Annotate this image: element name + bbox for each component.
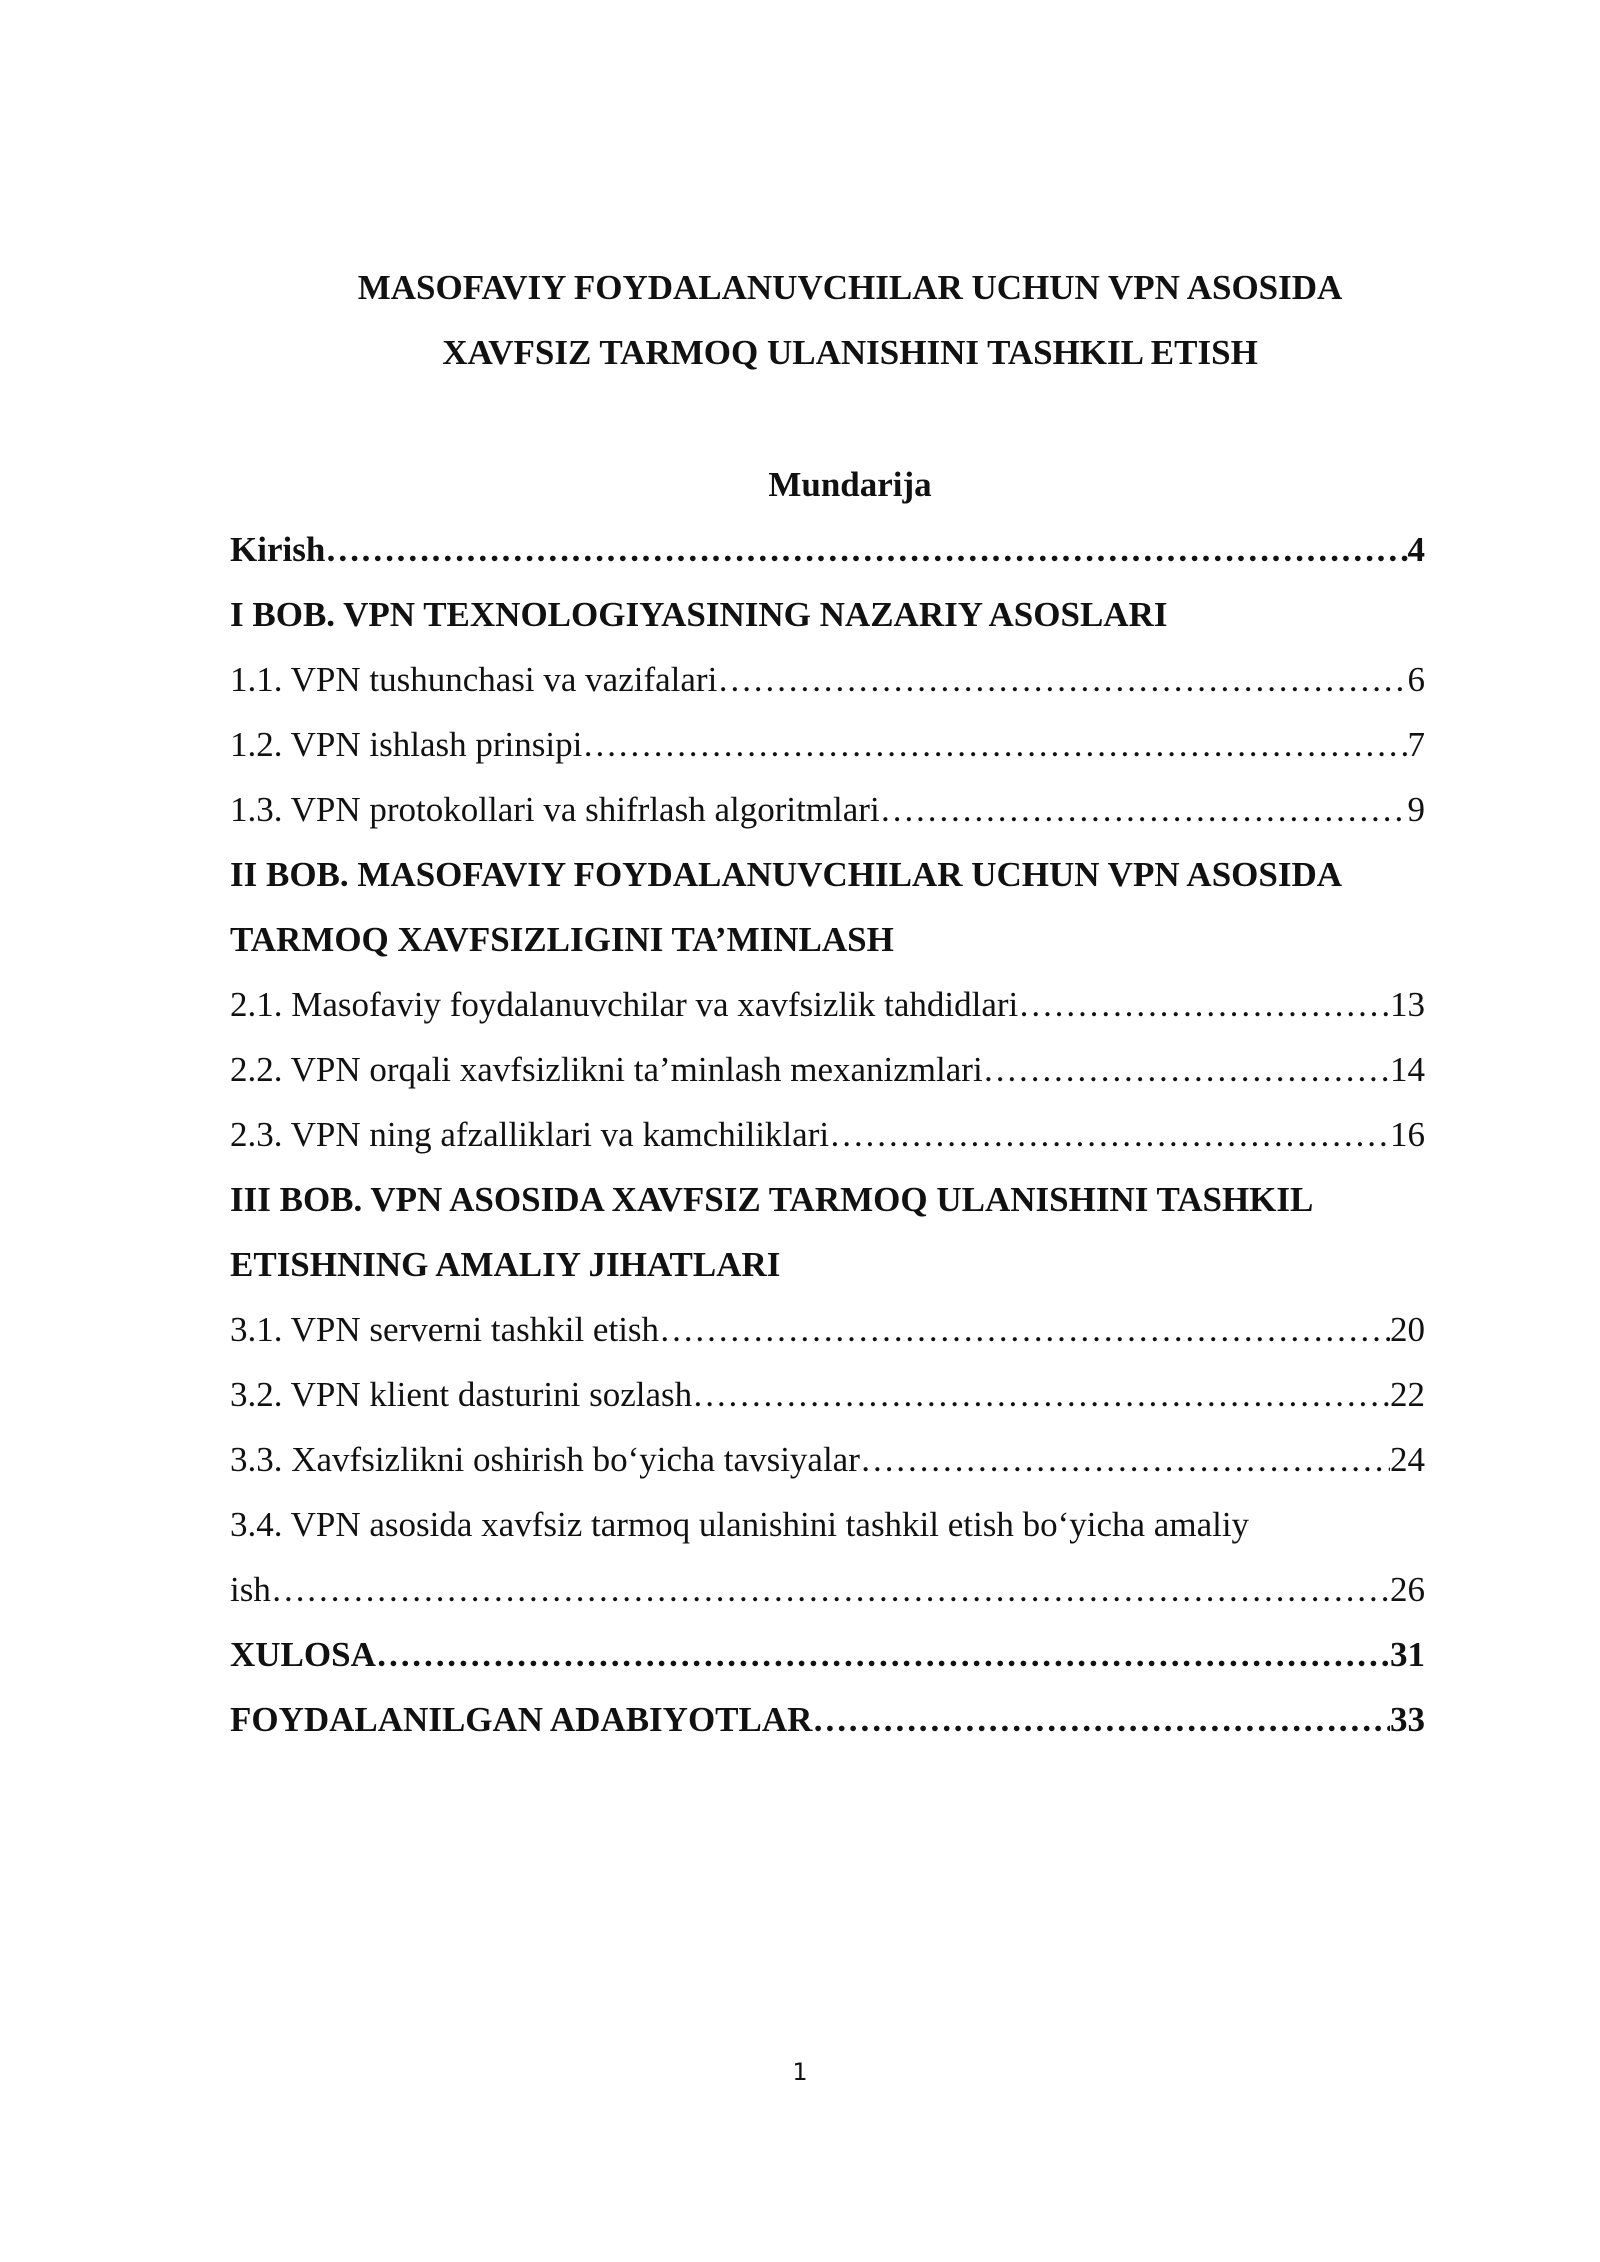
toc-chapter-2-line-2	[230, 907, 1425, 972]
toc-heading: Mundarija	[768, 465, 932, 504]
toc-entry-page: 14	[1390, 1050, 1425, 1089]
toc-entry-label: 3.2. VPN klient dasturini sozlash	[230, 1375, 693, 1414]
toc-entry-1-2	[230, 712, 1425, 777]
toc-leader	[829, 1102, 1390, 1167]
toc-entry-page: 7	[1407, 725, 1425, 764]
toc-leader	[376, 1622, 1390, 1687]
toc-leader	[860, 1427, 1390, 1492]
toc-entry-label: II BOB. MASOFAVIY FOYDALANUVCHILAR UCHUN VPN ASOSIDA	[230, 855, 1343, 894]
toc-entry-3-2	[230, 1362, 1425, 1427]
toc-entry-xulosa	[230, 1622, 1425, 1687]
toc-entry-label: 3.1. VPN serverni tashkil etish	[230, 1310, 660, 1349]
table-of-contents	[230, 517, 1425, 1752]
toc-entry-label: 3.3. Xavfsizlikni oshirish bo‘yicha tavsiyalar	[230, 1440, 860, 1479]
toc-entry-page: 9	[1407, 790, 1425, 829]
toc-chapter-3-line-1	[230, 1167, 1425, 1232]
toc-entry-adabiyotlar	[230, 1687, 1425, 1752]
toc-entry-page: 22	[1390, 1375, 1425, 1414]
toc-entry-1-1	[230, 647, 1425, 712]
toc-entry-2-2	[230, 1037, 1425, 1102]
title-line-2: XAVFSIZ TARMOQ ULANISHINI TASHKIL ETISH	[442, 333, 1258, 372]
toc-leader	[812, 1687, 1390, 1752]
page-number: 1	[792, 2058, 808, 2086]
toc-leader	[1018, 972, 1390, 1037]
toc-leader	[325, 517, 1407, 582]
toc-entry-label: 2.1. Masofaviy foydalanuvchilar va xavfsizlik tahdidlari	[230, 985, 1019, 1024]
toc-entry-page: 24	[1390, 1440, 1425, 1479]
toc-entry-3-1	[230, 1297, 1425, 1362]
toc-entry-page: 31	[1390, 1635, 1425, 1674]
toc-entry-label: ETISHNING AMALIY JIHATLARI	[230, 1245, 781, 1284]
toc-entry-3-4-line-2	[230, 1557, 1425, 1622]
toc-entry-label: XULOSA	[230, 1635, 376, 1674]
toc-chapter-2-line-1	[230, 842, 1425, 907]
toc-entry-label: 2.3. VPN ning afzalliklari va kamchiliklari	[230, 1115, 830, 1154]
toc-leader	[659, 1297, 1390, 1362]
toc-entry-label: TARMOQ XAVFSIZLIGINI TA’MINLASH	[230, 920, 894, 959]
document-title	[230, 255, 1470, 385]
toc-leader	[271, 1557, 1390, 1622]
toc-entry-label: FOYDALANILGAN ADABIYOTLAR	[230, 1700, 813, 1739]
toc-entry-label: I BOB. VPN TEXNOLOGIYASINING NAZARIY ASOSLARI	[230, 595, 1168, 634]
toc-entry-2-1	[230, 972, 1425, 1037]
toc-entry-page: 13	[1390, 985, 1425, 1024]
toc-leader	[880, 777, 1408, 842]
toc-entry-label: 3.4. VPN asosida xavfsiz tarmoq ulanishini tashkil etish bo‘yicha amaliy	[230, 1505, 1250, 1544]
toc-leader	[983, 1037, 1390, 1102]
toc-entry-label: 1.2. VPN ishlash prinsipi	[230, 725, 583, 764]
toc-entry-page: 4	[1407, 530, 1425, 569]
toc-entry-page: 20	[1390, 1310, 1425, 1349]
toc-leader	[717, 647, 1407, 712]
toc-entry-page: 16	[1390, 1115, 1425, 1154]
toc-entry-2-3	[230, 1102, 1425, 1167]
toc-leader	[692, 1362, 1390, 1427]
toc-entry-label: 1.3. VPN protokollari va shifrlash algoritmlari	[230, 790, 880, 829]
toc-entry-label: III BOB. VPN ASOSIDA XAVFSIZ TARMOQ ULANISHINI TASHKIL	[230, 1180, 1314, 1219]
toc-leader	[582, 712, 1407, 777]
toc-entry-kirish	[230, 517, 1425, 582]
toc-entry-page: 6	[1407, 660, 1425, 699]
toc-chapter-1	[230, 582, 1425, 647]
toc-entry-page: 33	[1390, 1700, 1425, 1739]
toc-entry-label: ish	[230, 1570, 271, 1609]
title-line-1: MASOFAVIY FOYDALANUVCHILAR UCHUN VPN ASOSIDA	[357, 268, 1343, 307]
toc-chapter-3-line-2	[230, 1232, 1425, 1297]
toc-entry-label: Kirish	[230, 530, 326, 569]
toc-entry-page: 26	[1390, 1570, 1425, 1609]
toc-entry-3-3	[230, 1427, 1425, 1492]
toc-entry-3-4-line-1	[230, 1492, 1425, 1557]
toc-entry-1-3	[230, 777, 1425, 842]
toc-entry-label: 1.1. VPN tushunchasi va vazifalari	[230, 660, 718, 699]
toc-entry-label: 2.2. VPN orqali xavfsizlikni ta’minlash mexanizmlari	[230, 1050, 983, 1089]
